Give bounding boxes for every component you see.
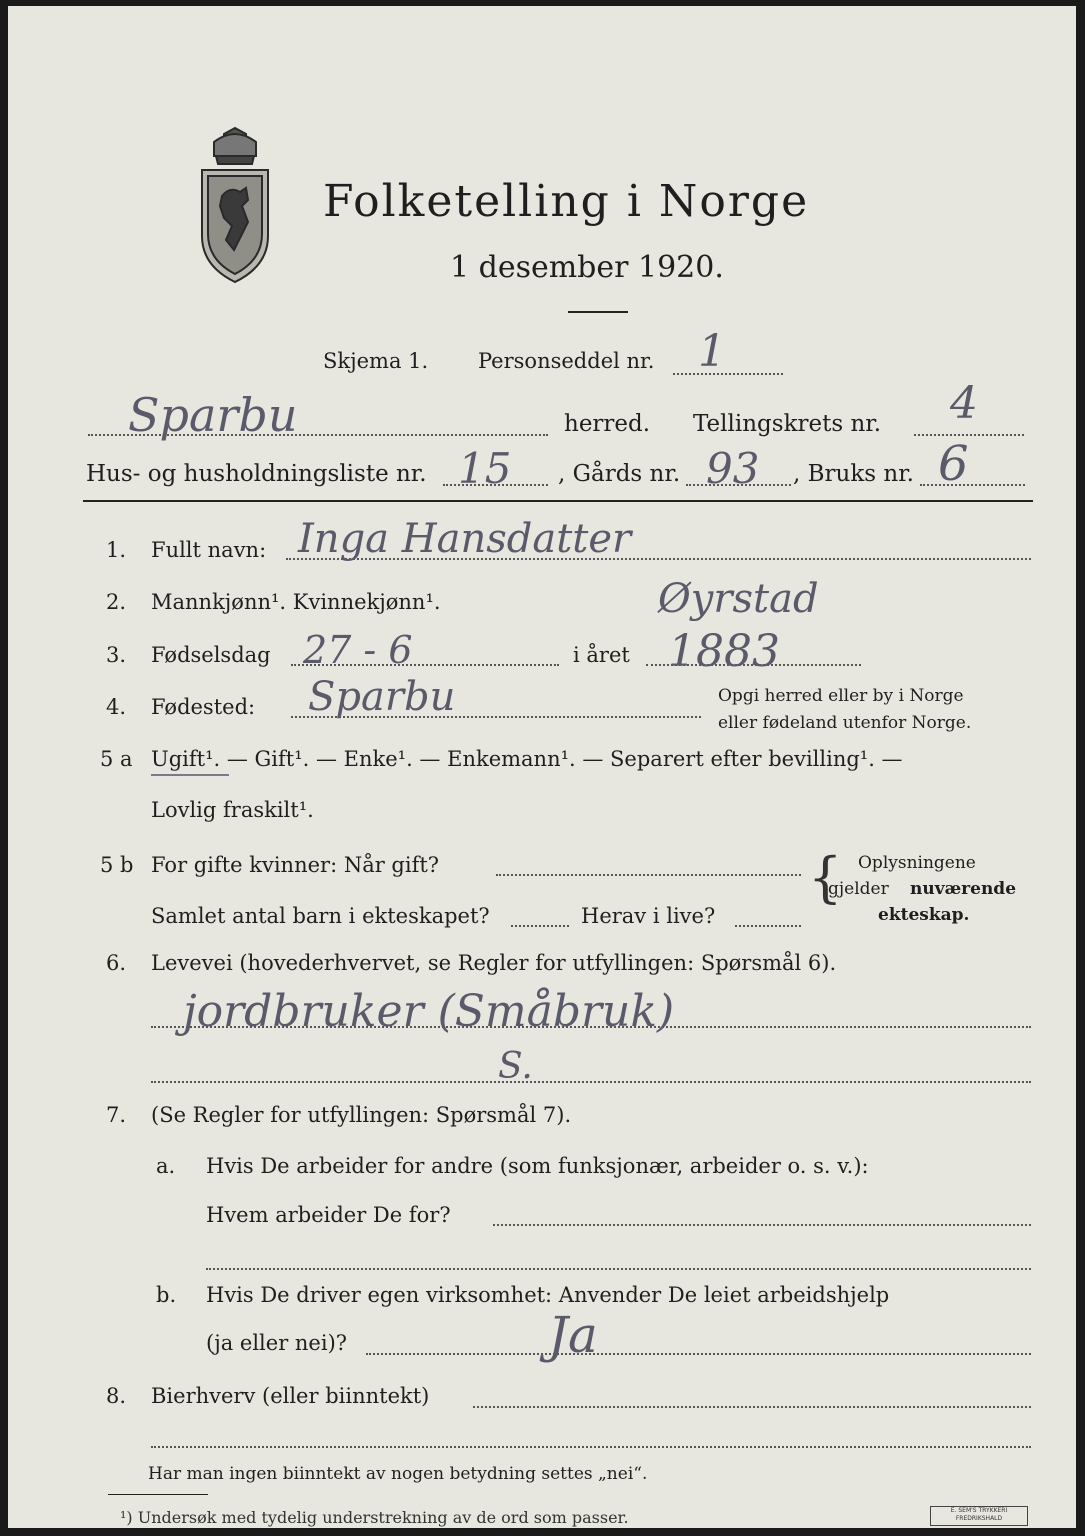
q5b-brace: { <box>808 846 843 909</box>
q6-value-continued: S. <box>498 1046 533 1087</box>
herred-line <box>88 434 548 436</box>
q2-number: 2. <box>106 590 127 614</box>
q6-value: jordbruker (Småbruk) <box>183 986 675 1037</box>
q7a-letter: a. <box>156 1154 176 1178</box>
q2-label: Mannkjønn¹. Kvinnekjønn¹. <box>151 590 441 614</box>
q7b-line1: Hvis De driver egen virksomhet: Anvender De leiet arbeidshjelp <box>206 1283 890 1307</box>
q4-note-line2: eller fødeland utenfor Norge. <box>718 713 972 733</box>
q4-value: Sparbu <box>308 674 456 720</box>
q5b-line1: For gifte kvinner: Når gift? <box>151 853 440 877</box>
q3-day-value: 27 - 6 <box>303 628 413 672</box>
q3-year-label: i året <box>573 643 630 667</box>
q7a-employer-line <box>493 1224 1031 1226</box>
q5b-number: 5 b <box>100 853 134 877</box>
header-divider <box>83 500 1033 502</box>
q5a-line1: Ugift¹. — Gift¹. — Enke¹. — Enkemann¹. — Separert efter bevilling¹. — <box>151 747 903 771</box>
q8-number: 8. <box>106 1384 127 1408</box>
q3-label: Fødselsdag <box>151 643 271 667</box>
hus-value: 15 <box>458 444 512 493</box>
q6-number: 6. <box>106 951 127 975</box>
q6-label: Levevei (hovederhvervet, se Regler for utfyllingen: Spørsmål 6). <box>151 951 837 975</box>
form-title: Folketelling i Norge <box>323 176 810 227</box>
footer-divider <box>108 1494 208 1495</box>
tellingskrets-line <box>914 434 1024 436</box>
q5a-ugift-underline <box>151 774 229 776</box>
gaards-label: , Gårds nr. <box>558 461 681 487</box>
q5b-note-line3: ekteskap. <box>878 905 970 925</box>
q1-number: 1. <box>106 538 127 562</box>
herred-label: herred. <box>564 411 651 437</box>
footer-note: Har man ingen biinntekt av nogen betydning settes „nei“. <box>148 1464 648 1484</box>
q4-note-line1: Opgi herred eller by i Norge <box>718 686 964 706</box>
q3-year-value: 1883 <box>668 626 780 677</box>
printer-stamp-line1: E. SEM'S TRYKKERI <box>950 1507 1008 1514</box>
q7b-value: Ja <box>548 1306 598 1364</box>
q7b-letter: b. <box>156 1283 177 1307</box>
q5b-note-line2b: nuværende <box>910 879 1017 899</box>
q1-label: Fullt navn: <box>151 538 267 562</box>
q8-line <box>473 1406 1031 1408</box>
tellingskrets-label: Tellingskrets nr. <box>693 411 882 437</box>
q8-label: Bierhverv (eller biinntekt) <box>151 1384 430 1408</box>
q7a-line1: Hvis De arbeider for andre (som funksjonær, arbeider o. s. v.): <box>206 1154 869 1178</box>
q7a-line2: Hvem arbeider De for? <box>206 1203 451 1227</box>
q8-line2 <box>151 1446 1031 1448</box>
q1-value-continued: Øyrstad <box>658 576 819 622</box>
personseddel-line <box>673 373 783 375</box>
q5b-herav-label: Herav i live? <box>581 904 716 928</box>
skjema-label: Skjema 1. <box>323 349 429 373</box>
q5b-line2: Samlet antal barn i ekteskapet? <box>151 904 490 928</box>
q5b-married-line <box>496 874 801 876</box>
q4-label: Fødested: <box>151 695 256 719</box>
footer-footnote-cut: ¹) Undersøk med tydelig understrekning av de ord som passer. <box>120 1508 629 1527</box>
q5b-note-line1: Oplysningene <box>858 853 976 873</box>
norway-coat-of-arms-icon <box>194 126 276 286</box>
personseddel-value: 1 <box>698 326 726 377</box>
printer-stamp <box>930 1506 1028 1526</box>
gaards-value: 93 <box>706 444 760 493</box>
q7-label: (Se Regler for utfyllingen: Spørsmål 7). <box>151 1103 572 1127</box>
q6-line2 <box>151 1081 1031 1083</box>
printer-stamp-line2: FREDRIKSHALD <box>955 1515 1003 1522</box>
bruks-label: , Bruks nr. <box>793 461 914 487</box>
q5a-line2: Lovlig fraskilt¹. <box>151 798 314 822</box>
hus-label: Hus- og husholdningsliste nr. <box>86 461 427 487</box>
herred-value: Sparbu <box>128 388 298 442</box>
census-form-page <box>8 6 1076 1528</box>
q5a-number: 5 a <box>100 747 133 771</box>
census-date: 1 desember 1920. <box>450 250 724 285</box>
q4-number: 4. <box>106 695 127 719</box>
title-divider <box>568 311 628 313</box>
q3-number: 3. <box>106 643 127 667</box>
q7b-line <box>366 1353 1031 1355</box>
q1-value: Inga Hansdatter <box>298 516 632 562</box>
q5b-note-line2a: gjelder <box>828 879 889 899</box>
q7b-line2: (ja eller nei)? <box>206 1331 348 1355</box>
q7-number: 7. <box>106 1103 127 1127</box>
bruks-line <box>920 484 1025 486</box>
q7a-employer-line2 <box>206 1268 1031 1270</box>
q5b-children-line <box>511 925 569 927</box>
bruks-value: 6 <box>938 436 969 492</box>
tellingskrets-value: 4 <box>950 378 978 429</box>
personseddel-label: Personseddel nr. <box>478 349 655 373</box>
q5b-alive-line <box>735 925 801 927</box>
